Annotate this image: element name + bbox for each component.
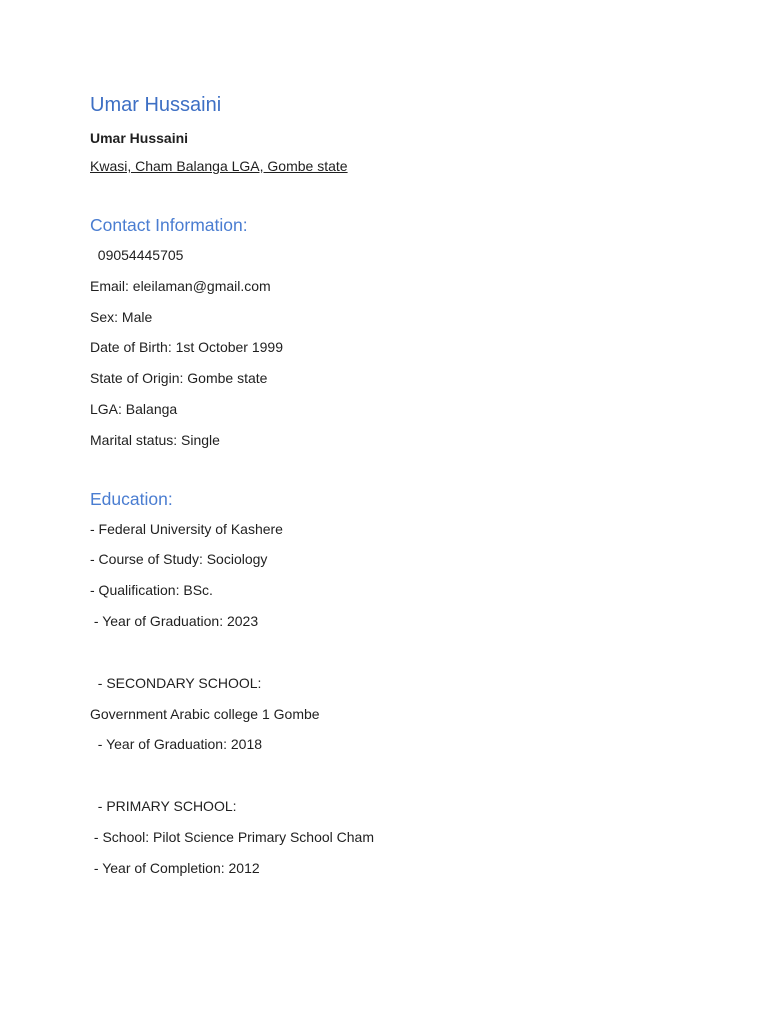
contact-email: Email: eleilaman@gmail.com bbox=[90, 277, 271, 294]
university-graduation-year: - Year of Graduation: 2023 bbox=[90, 612, 259, 629]
contact-phone: 09054445705 bbox=[90, 247, 184, 263]
secondary-heading: - SECONDARY SCHOOL: bbox=[90, 674, 262, 691]
person-address: Kwasi, Cham Balanga LGA, Gombe state bbox=[90, 158, 348, 174]
university-qualification: - Qualification: BSc. bbox=[90, 582, 213, 599]
education-primary bbox=[90, 791, 690, 883]
primary-school-name: - School: Pilot Science Primary School Cham bbox=[90, 828, 374, 845]
contact-list bbox=[90, 240, 690, 456]
primary-completion-year: - Year of Completion: 2012 bbox=[90, 859, 260, 876]
person-name: Umar Hussaini bbox=[90, 130, 189, 146]
spacer bbox=[90, 760, 690, 791]
secondary-graduation-year: - Year of Graduation: 2018 bbox=[90, 736, 263, 753]
university-name: - Federal University of Kashere bbox=[90, 520, 283, 537]
contact-lga: LGA: Balanga bbox=[90, 400, 178, 417]
document-content bbox=[90, 90, 690, 884]
contact-sex: Sex: Male bbox=[90, 308, 153, 325]
contact-dob: Date of Birth: 1st October 1999 bbox=[90, 339, 283, 356]
primary-heading: - PRIMARY SCHOOL: bbox=[90, 798, 237, 815]
education-secondary bbox=[90, 668, 690, 760]
education-university bbox=[90, 514, 690, 637]
contact-marital-status: Marital status: Single bbox=[90, 431, 220, 448]
university-course: - Course of Study: Sociology bbox=[90, 551, 268, 568]
contact-state: State of Origin: Gombe state bbox=[90, 370, 268, 387]
contact-heading: Contact Information: bbox=[90, 215, 248, 235]
spacer bbox=[90, 637, 690, 668]
document-title: Umar Hussaini bbox=[90, 94, 222, 116]
secondary-school-name: Government Arabic college 1 Gombe bbox=[90, 705, 320, 722]
education-heading: Education: bbox=[90, 488, 173, 509]
